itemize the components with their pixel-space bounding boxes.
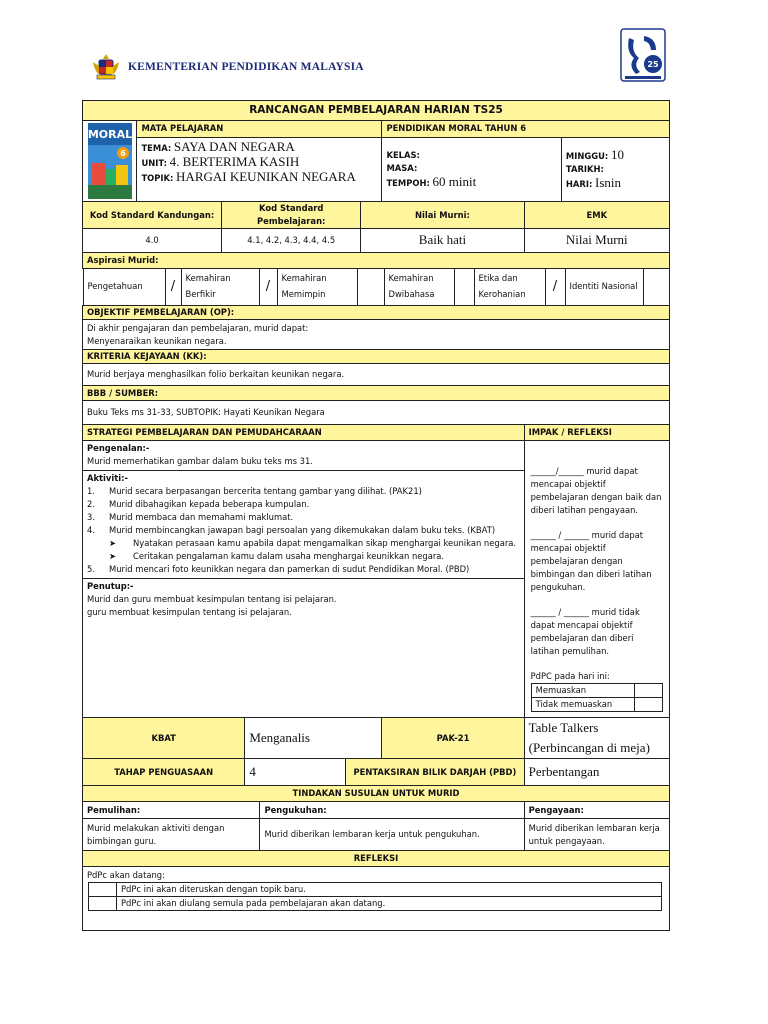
option-checkbox[interactable] [635, 684, 663, 698]
kriteria-text: Murid berjaya menghasilkan folio berkaitan keunikan negara. [83, 364, 670, 386]
textbook-title: MORAL [87, 128, 132, 141]
aspirasi-pengetahuan: Pengetahuan [84, 269, 166, 305]
masa-label: MASA: [386, 162, 418, 173]
pdpc-next-label: PdPc akan datang: [87, 870, 165, 881]
kod-sp-header: Kod Standard Pembelajaran: [222, 202, 361, 229]
lesson-plan-table [82, 100, 670, 931]
option-diteruskan: PdPc ini akan diteruskan dengan topik baru. [117, 883, 662, 897]
option-diulang: PdPc ini akan diulang semula pada pembelajaran akan datang. [117, 897, 662, 911]
mata-pelajaran-value: PENDIDIKAN MORAL TAHUN 6 [382, 121, 670, 138]
pbd-label: PENTAKSIRAN BILIK DARJAH (PBD) [346, 759, 524, 786]
nilai-murni-header: Nilai Murni: [361, 202, 524, 229]
aspirasi-mark-kemahiran-berfikir: / [260, 269, 278, 305]
arrow-bullet-icon: ➤ [109, 551, 117, 562]
aspirasi-etika-kerohanian: Etika dan Kerohanian [475, 269, 546, 305]
aspirasi-mark-identiti-nasional [644, 269, 662, 305]
tema-label: TEMA: [141, 142, 172, 153]
pengukuhan-value: Murid diberikan lembaran kerja untuk pengukuhan. [260, 819, 524, 851]
pbd-value: Perbentangan [524, 759, 669, 786]
option-checkbox[interactable] [89, 883, 117, 897]
pengayaan-value: Murid diberikan lembaran kerja untuk pengayaan. [524, 819, 669, 851]
objektif-line-1: Di akhir pengajaran dan pembelajaran, murid dapat: [87, 322, 309, 333]
pemulihan-header: Pemulihan: [83, 802, 260, 819]
aspirasi-mark-kemahiran-memimpin [358, 269, 385, 305]
aspirasi-row [83, 269, 670, 306]
emk-value: Nilai Murni [524, 229, 669, 253]
refleksi-content [83, 867, 670, 931]
textbook-cover [83, 121, 137, 202]
option-tidak-memuaskan: Tidak memuaskan [531, 698, 634, 712]
impak-content [524, 441, 669, 718]
objektif-label: OBJEKTIF PEMBELAJARAN (OP): [83, 306, 670, 320]
objektif-line-2: Menyenaraikan keunikan negara. [87, 335, 227, 346]
emk-header: EMK [524, 202, 669, 229]
topik-value: HARGAI KEUNIKAN NEGARA [176, 168, 356, 184]
pengayaan-header: Pengayaan: [524, 802, 669, 819]
topik-label: TOPIK: [141, 172, 174, 183]
kbat-question: ➤ Ceritakan pengalaman kamu dalam usaha menghargai keunikkan negara. [109, 550, 520, 563]
option-checkbox[interactable] [89, 897, 117, 911]
pengukuhan-header: Pengukuhan: [260, 802, 524, 819]
refleksi-label: REFLEKSI [83, 851, 670, 867]
aktiviti-item: 1. Murid secara berpasangan bercerita tentang gambar yang dilihat. (PAK21) [87, 486, 422, 497]
pak21-label: PAK-21 [382, 718, 524, 759]
impak-reflection-2: ______ / ______ murid dapat mencapai objektif pembelajaran dengan bimbingan dan diberi latihan pengukuhan. [530, 530, 652, 593]
tempoh-label: TEMPOH: [386, 177, 430, 188]
option-memuaskan: Memuaskan [531, 684, 634, 698]
plan-title: RANCANGAN PEMBELAJARAN HARIAN TS25 [83, 101, 670, 121]
tema-value: SAYA DAN NEGARA [173, 138, 295, 154]
minggu-tarikh-hari [561, 137, 669, 201]
pdpc-next-options [88, 882, 662, 911]
hari-label: HARI: [565, 178, 593, 189]
bbm-text: Buku Teks ms 31-33, SUBTOPIK: Hayati Keunikan Negara [83, 401, 670, 425]
kod-sk-header: Kod Standard Kandungan: [83, 202, 222, 229]
tema-unit-topik [137, 137, 382, 201]
hari-value: Isnin [594, 174, 621, 190]
aktiviti-item: 5. Murid mencari foto keunikkan negara dan pamerkan di sudut Pendidikan Moral. (PBD) [87, 564, 470, 575]
bbm-label: BBB / SUMBER: [83, 386, 670, 401]
minggu-label: MINGGU: [565, 150, 609, 161]
option-checkbox[interactable] [635, 698, 663, 712]
kbat-question: ➤ Nyatakan perasaan kamu apabila dapat mengamalkan sikap menghargai keunikan negara. [109, 537, 520, 550]
aspirasi-label: Aspirasi Murid: [83, 253, 670, 269]
ministry-name: KEMENTERIAN PENDIDIKAN MALAYSIA [128, 61, 364, 73]
aspirasi-identiti-nasional: Identiti Nasional [566, 269, 644, 305]
minggu-value: 10 [610, 146, 624, 162]
aspirasi-mark-pengetahuan: / [166, 269, 182, 305]
moral-textbook-icon [88, 123, 132, 199]
penutup-label: Penutup:- [87, 581, 134, 592]
penutup-line-1: Murid dan guru membuat kesimpulan tentang isi pelajaran. [87, 594, 337, 605]
objektif-content [83, 320, 670, 350]
unit-label: UNIT: [141, 157, 167, 168]
pdpc-today-label: PdPC pada hari ini: [530, 671, 610, 682]
aspirasi-mark-etika-kerohanian: / [546, 269, 566, 305]
pemulihan-value: Murid melakukan aktiviti dengan bimbingan guru. [83, 819, 260, 851]
impak-label: IMPAK / REFLEKSI [524, 425, 669, 441]
aspirasi-kemahiran-memimpin: Kemahiran Memimpin [278, 269, 358, 305]
mata-pelajaran-label: MATA PELAJARAN [137, 121, 382, 138]
penutup-line-2: guru membuat kesimpulan tentang isi pelajaran. [87, 607, 292, 618]
textbook-number: 6 [119, 149, 126, 158]
tahap-label: TAHAP PENGUASAAN [83, 759, 245, 786]
kbat-label: KBAT [83, 718, 245, 759]
nilai-murni-value: Baik hati [361, 229, 524, 253]
coat-of-arms-icon [90, 52, 122, 82]
ts25-logo-icon [620, 28, 666, 82]
tarikh-label: TARIKH: [565, 163, 604, 174]
pengenalan-label: Pengenalan:- [87, 443, 150, 454]
impak-reflection-1: ______/______ murid dapat mencapai objektif pembelajaran dengan baik dan diberi latihan pengayaan. [530, 466, 662, 516]
logo-number: 25 [647, 60, 659, 69]
strategi-content [83, 441, 525, 718]
strategi-label: STRATEGI PEMBELAJARAN DAN PEMUDAHCARAAN [83, 425, 525, 441]
aktiviti-item: 3. Murid membaca dan memahami maklumat. [87, 512, 294, 523]
aspirasi-kemahiran-berfikir: Kemahiran Berfikir [182, 269, 260, 305]
kriteria-label: KRITERIA KEJAYAAN (KK): [83, 350, 670, 364]
aspirasi-kemahiran-dwibahasa: Kemahiran Dwibahasa [385, 269, 455, 305]
tindakan-label: TINDAKAN SUSULAN UNTUK MURID [83, 786, 670, 802]
kod-sk-value: 4.0 [83, 229, 222, 253]
kelas-masa-tempoh [382, 137, 561, 201]
pdpc-today-options [531, 683, 663, 712]
kbat-value: Menganalis [245, 718, 382, 759]
aktiviti-list [87, 485, 520, 537]
arrow-bullet-icon: ➤ [109, 538, 117, 549]
aktiviti-item: 4. Murid membincangkan jawapan bagi persoalan yang dikemukakan dalam buku teks. (KBAT) [87, 525, 496, 536]
tahap-value: 4 [245, 759, 346, 786]
tempoh-value: 60 minit [432, 173, 477, 189]
ministry-header [90, 52, 364, 82]
pengenalan-text: Murid memerhatikan gambar dalam buku teks ms 31. [87, 456, 313, 467]
aktiviti-label: Aktiviti:- [87, 473, 128, 484]
aktiviti-item: 2. Murid dibahagikan kepada beberapa kumpulan. [87, 499, 310, 510]
unit-value: 4. BERTERIMA KASIH [169, 153, 300, 169]
impak-reflection-3: ______ / ______ murid tidak dapat mencapai objektif pembelajaran dan diberi latihan pemulihan. [530, 607, 640, 657]
pak21-value: Table Talkers (Perbincangan di meja) [524, 718, 669, 759]
kod-sp-value: 4.1, 4.2, 4.3, 4.4, 4.5 [222, 229, 361, 253]
aspirasi-mark-kemahiran-dwibahasa [455, 269, 475, 305]
kelas-label: KELAS: [386, 149, 420, 160]
